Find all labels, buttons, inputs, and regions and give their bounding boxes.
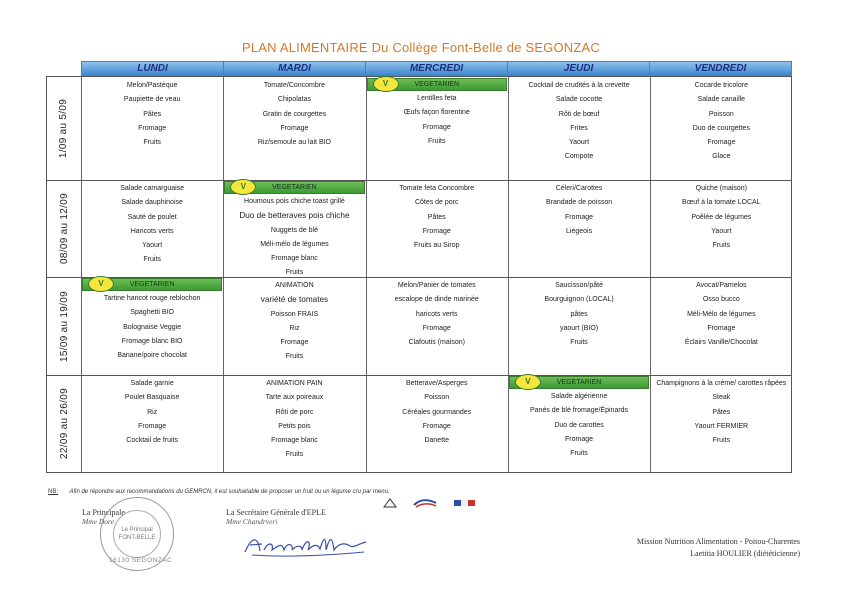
menu-item: Champignons à la crème/ carottes râpées [656,380,787,387]
menu-item: Céréales gourmandes [402,408,472,416]
week-label [47,180,81,277]
vegetarian-banner [224,181,364,194]
menu-item: Côtes de porc [414,199,459,207]
menu-item: Quiche (maison) [695,185,748,192]
menu-cell-jeudi [508,277,650,375]
menu-item: Fruits [143,256,161,264]
menu-item: Duo de courgettes [692,124,750,132]
menu-item: Poisson [708,110,734,118]
menu-item: Liégeois [566,227,593,235]
menu-item: Pâtes [712,408,731,416]
menu-item: Houmous pois chiche toast grillé [244,198,345,205]
menu-item: Paupiette de veau [123,96,181,104]
republic-logo-icon [452,497,478,509]
menu-item: Fromage [565,213,594,221]
menu-table [46,76,792,473]
menu-item: Compote [564,153,594,161]
menu-item: yaourt (BIO) [559,324,599,332]
principal-name: Mme Dore [82,517,115,526]
menu-cell-lundi [81,180,223,277]
menu-cell-vendredi [650,375,792,472]
week-date-range: 08/09 au 12/09 [58,193,70,264]
menu-item: Melon/Panier de tomates [397,282,476,289]
menu-item: Rôti de porc [275,408,314,416]
menu-item: Méli-Mélo de légumes [687,310,756,318]
menu-cell-lundi [81,277,223,375]
dietitian-name: Laetitia HOULIER (diététicienne) [690,549,800,558]
vegetarian-banner [82,278,222,291]
menu-item: Melon/Pastèque [126,82,178,89]
ministry-logo-icon [382,497,398,509]
menu-item: Pâtes [427,213,446,221]
menu-item: Fromage blanc [271,255,318,263]
menu-item: Fromage [422,324,451,332]
vegetarian-banner [367,78,507,91]
menu-item: Poulet Basquaise [124,394,180,402]
menu-item: Bœuf à la tomate LOCAL [682,199,761,207]
vegetarian-label: VEGETARIEN [129,281,175,288]
footnote-text: Afin de répondre aux recommandations du GEMRCN, il est souhaitable de proposer un fruit ou un légume cru par menu. [69,489,390,495]
week-label [47,277,81,375]
menu-item: Yaourt [142,242,163,250]
school-stamp [100,497,174,571]
menu-item: Sauté de poulet [127,213,177,221]
principal-title: La Principale [82,508,125,517]
vegetarian-label: VEGETARIEN [272,184,317,191]
menu-item: Pâtes [143,110,162,118]
menu-item: Osso bucco [702,296,740,304]
menu-item: Fromage [707,139,736,147]
menu-item: Fruits [285,451,304,459]
menu-item: Saucisson/pâté [555,282,603,289]
vegetarian-label: VEGETARIEN [414,81,460,88]
menu-item: Brandade de poisson [545,199,613,207]
menu-item: Salade cocotte [555,96,603,104]
menu-item: Poêlée de légumes [691,213,752,221]
menu-item: Fruits au Sirop [413,242,460,250]
menu-cell-mercredi [366,180,508,277]
menu-cell-lundi [81,77,223,180]
vegetarian-logo-icon: V [88,276,114,292]
menu-item: Fromage [565,435,594,443]
menu-cell-vendredi [650,180,792,277]
menu-item: Riz [289,324,300,332]
menu-item: Fruits [285,269,304,277]
menu-item: Fruits [712,437,731,445]
menu-item: Fromage blanc BIO [121,337,183,345]
menu-item: pâtes [570,310,588,318]
menu-item: Fromage [138,422,167,430]
week-label [47,375,81,472]
menu-item: Bolognaise Veggie [123,323,182,331]
menu-cell-mercredi [366,375,508,472]
stamp-line-2: FONT-BELLE [118,535,156,541]
menu-cell-lundi [81,375,223,472]
menu-item: Tartine haricot rouge reblochon [103,295,201,302]
menu-item: Duo de carottes [554,421,604,429]
secretary-signature-block [226,508,326,526]
menu-item: Poisson [424,394,450,402]
menu-cell-mercredi [366,77,508,180]
menu-item: Fruits [570,450,588,458]
menu-item: Frites [570,124,588,132]
menu-cell-vendredi [650,277,792,375]
partner-logos [382,497,478,509]
menu-cell-mardi [223,180,365,277]
menu-item: Yaourt FERMIER [694,422,749,430]
menu-item: Fruits [143,139,161,147]
menu-item: ANIMATION PAIN [266,380,323,387]
menu-item: Tarte aux poireaux [265,394,324,402]
menu-item: Riz [147,408,158,416]
menu-item: Steak [712,394,731,402]
menu-item: Riz/semoule au lait BIO [257,139,332,147]
menu-item: Fruits [570,339,588,347]
menu-item: Fromage [280,124,309,132]
week-date-range: 22/09 au 26/09 [58,388,70,459]
menu-item: Fruits [285,353,304,361]
menu-item: Lentilles feta [417,95,457,102]
vegetarian-logo-icon: V [373,76,399,92]
day-header-wednesday: MERCREDI [366,62,508,75]
menu-item: Fromage [422,422,451,430]
menu-item: Danette [424,437,449,445]
menu-item: Fromage [138,124,167,132]
nutrition-mission-credit [637,536,800,560]
menu-item: Œufs façon florentine [403,109,470,117]
footnote [48,489,390,495]
menu-item: Salade dauphinoise [121,199,183,207]
menu-item: Tomate feta Concombre [399,185,475,192]
menu-item: Yaourt [711,227,732,235]
day-header-row [81,61,792,76]
menu-item: Panés de blé fromage/Épinards [530,407,629,415]
secretary-title: La Secrétaire Générale d'EPLE [226,508,326,517]
menu-item: Fromage [707,324,736,332]
page-title: PLAN ALIMENTAIRE Du Collège Font-Belle de SEGONZAC [242,40,600,55]
secretary-name: Mme Chandrveri [226,517,278,526]
menu-item: Betterave/Asperges [406,380,468,387]
region-logo-icon [412,497,438,509]
day-header-monday: LUNDI [82,62,224,75]
menu-item: Poisson FRAIS [270,310,319,318]
week-date-range: 15/09 au 19/09 [58,290,70,362]
vegetarian-banner [509,376,649,389]
menu-item: Banane/poire chocolat [117,352,187,360]
menu-item: Céleri/Carottes [555,185,603,192]
menu-cell-jeudi [508,180,650,277]
menu-item: Cocktail de fruits [126,437,179,445]
menu-item: Fruits [427,137,446,145]
day-header-thursday: JEUDI [508,62,650,75]
menu-item: Rôti de bœuf [558,110,600,118]
stamp-line-3: 16130 SEGONZAC [109,557,173,564]
menu-item: Yaourt [568,139,590,147]
menu-item: Gratin de courgettes [262,110,327,118]
menu-item: Méli-mélo de légumes [260,240,329,248]
footnote-prefix: NB: [48,489,59,495]
menu-item: Cocktail de crudités à la crevette [528,82,630,89]
menu-item: Glace [712,153,731,161]
menu-cell-jeudi [508,77,650,180]
menu-item: Fruits [712,242,731,250]
menu-item: Spaghetti BIO [130,309,174,317]
menu-item: Clafoutis (maison) [408,339,465,347]
menu-cell-mardi [223,375,365,472]
menu-item: Fromage blanc [271,437,318,445]
menu-item: Fromage [280,339,309,347]
menu-cell-vendredi [650,77,792,180]
menu-item: Duo de betteraves pois chiche [239,211,350,221]
vegetarian-logo-icon: V [230,179,256,195]
menu-item: Éclairs Vanille/Chocolat [684,339,758,347]
menu-cell-jeudi [508,375,650,472]
menu-item: haricots verts [415,310,458,318]
menu-item: Haricots verts [130,227,174,235]
menu-item: escalope de dinde marinée [394,296,479,304]
menu-item: Salade camarguaise [120,185,185,192]
day-header-tuesday: MARDI [224,62,366,75]
menu-item: Salade algérienne [550,393,608,400]
handwritten-signature [242,532,372,563]
menu-cell-mardi [223,277,365,375]
menu-item: Nuggets de blé [270,226,318,234]
mission-name: Mission Nutrition Alimentation - Poitou-Charentes [636,537,800,546]
menu-item: Chipolatas [277,96,311,104]
menu-item: variété de tomates [260,295,329,305]
week-label [47,77,81,180]
menu-item: Tomate/Concombre [263,82,325,89]
menu-item: Fromage [422,123,451,131]
vegetarian-label: VEGETARIEN [556,379,602,386]
menu-item: Bourguignon (LOCAL) [544,296,614,304]
menu-item: Salade garnie [130,380,174,387]
menu-item: Avocat/Pamelos [696,282,747,289]
vegetarian-logo-icon: V [515,374,541,390]
menu-cell-mercredi [366,277,508,375]
menu-cell-mardi [223,77,365,180]
menu-item: Salade canaille [697,96,746,104]
menu-item: Petits pois [278,422,311,430]
menu-item: Cocarde tricolore [694,82,748,89]
stamp-line-1: Le Principal [121,527,153,533]
week-date-range: 1/09 au 5/09 [58,98,70,159]
day-header-friday: VENDREDI [650,62,791,75]
menu-item: ANIMATION [275,282,314,289]
menu-item: Fromage [422,227,451,235]
